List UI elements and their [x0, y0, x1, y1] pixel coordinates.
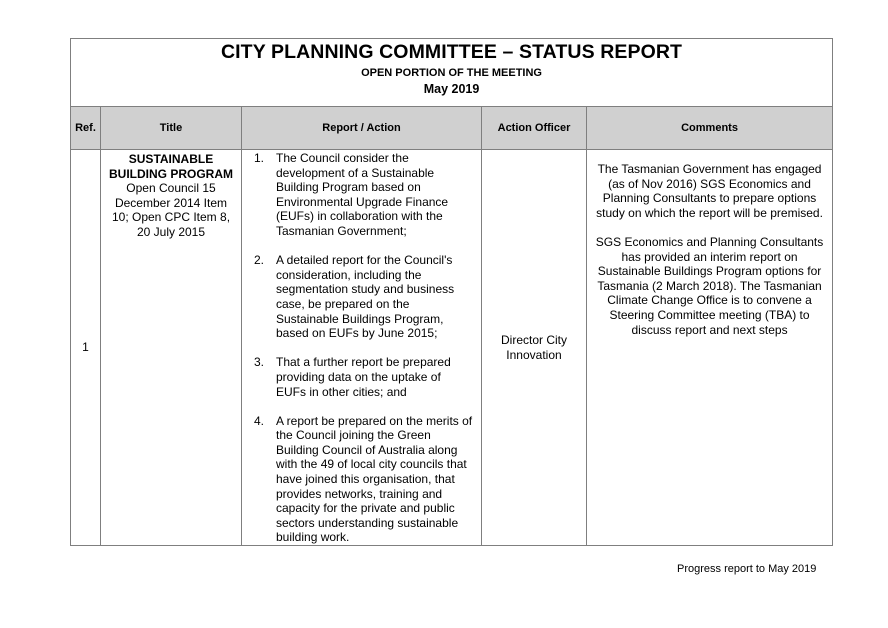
ref-cell: 1: [71, 150, 101, 546]
list-item: [242, 414, 481, 545]
comment-paragraph: The Tasmanian Government has engaged (as of Nov 2016) SGS Economics and Planning Consultants to prepare options study on which the report will be premised.: [596, 162, 823, 220]
table-row: [71, 150, 833, 546]
list-item: [242, 151, 481, 239]
column-header-title: Title: [101, 107, 242, 150]
column-header-comments: Comments: [587, 107, 833, 150]
report-header: [71, 39, 833, 107]
list-item-number: 1.: [254, 151, 265, 165]
report-action-cell: [242, 150, 482, 546]
list-item: [242, 253, 481, 341]
comment-paragraph: SGS Economics and Planning Consultants has provided an interim report on Sustainable Buildings Program options for Tasmania (2 March 2018). The Tasmanian Climate Change Office is to convene a Steering Committee meeting (TBA) to discuss report and next steps: [595, 234, 824, 337]
title-cell: [101, 150, 242, 546]
item-references: Open Council 15 December 2014 Item 10; Open CPC Item 8, 20 July 2015: [111, 181, 231, 239]
comments-cell: [587, 150, 833, 546]
list-item-text: The Council consider the development of a Sustainable Building Program based on Environmental Upgrade Finance (EUFs) in collaboration with the Tasmanian Government;: [276, 151, 449, 238]
list-item-number: 3.: [254, 355, 265, 370]
footer-note: Progress report to May 2019: [677, 563, 817, 575]
report-date: May 2019: [423, 82, 480, 96]
column-header-action-officer: Action Officer: [482, 107, 587, 150]
column-header-row: [71, 107, 833, 150]
list-item-number: 2.: [254, 253, 265, 268]
report-title: CITY PLANNING COMMITTEE – STATUS REPORT: [220, 41, 683, 63]
list-item-number: 4.: [254, 413, 265, 428]
list-item: [242, 355, 481, 399]
list-item-text: That a further report be prepared providing data on the uptake of EUFs in other cities; and: [276, 355, 451, 399]
item-title: SUSTAINABLE BUILDING PROGRAM: [109, 152, 233, 181]
action-list: [242, 151, 481, 545]
report-subtitle: OPEN PORTION OF THE MEETING: [361, 67, 542, 79]
list-item-text: A report be prepared on the merits of the Council joining the Green Building Council of Australia along with the 49 of local city councils that have joined this organisation, that provides networks, training and capacity for the private and public sectors understanding sustainable building work.: [276, 413, 473, 545]
status-report-table: [70, 38, 833, 546]
action-officer-cell: Director City Innovation: [482, 150, 587, 546]
list-item-text: A detailed report for the Council's consideration, including the segmentation study and business case, be prepared on the Sustainable Buildings Program, based on EUFs by June 2015;: [276, 253, 455, 341]
column-header-ref: Ref.: [71, 107, 101, 150]
column-header-report-action: Report / Action: [242, 107, 482, 150]
